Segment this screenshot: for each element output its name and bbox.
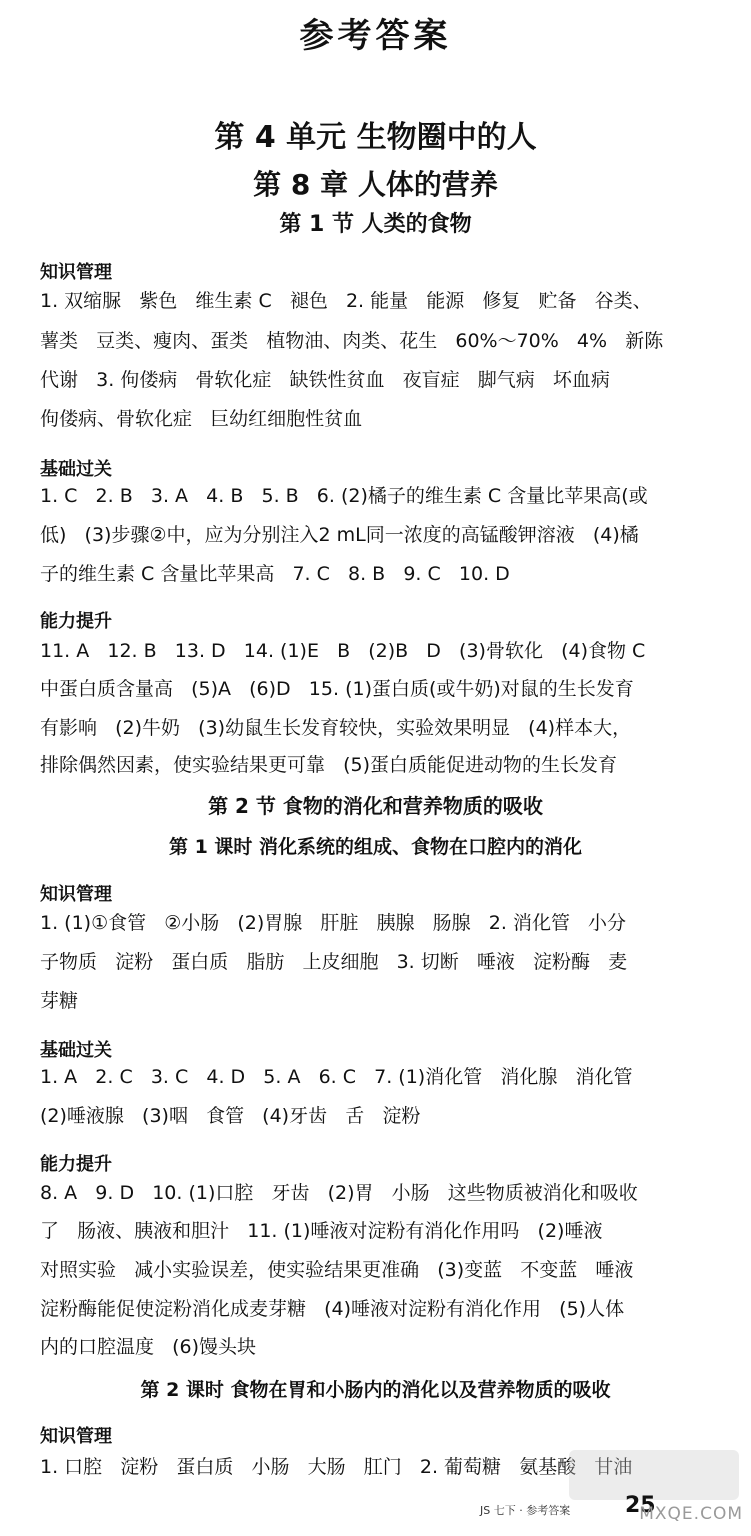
answer-line: 子物质 淀粉 蛋白质 脂肪 上皮细胞 3. 切断 唾液 淀粉酶 麦 — [40, 951, 628, 973]
ability-label: 能力提升 — [40, 1154, 112, 1175]
answer-line: (2)唾液腺 (3)咽 食管 (4)牙齿 舌 淀粉 — [40, 1105, 421, 1127]
chapter-heading: 第 8 章 人体的营养 — [253, 168, 498, 201]
answer-line: 中蛋白质含量高 (5)A (6)D 15. (1)蛋白质(或牛奶)对鼠的生长发育 — [40, 678, 634, 700]
answer-line: 排除偶然因素，使实验结果更可靠 (5)蛋白质能促进动物的生长发育 — [40, 754, 618, 776]
answer-line: 11. A 12. B 13. D 14. (1)E B (2)B D (3)骨软化 (4)食物 C — [40, 640, 646, 662]
answer-line: 了 肠液、胰液和胆汁 11. (1)唾液对淀粉有消化作用吗 (2)唾液 — [40, 1220, 603, 1242]
section-heading: 第 2 节 食物的消化和营养物质的吸收 — [208, 794, 543, 818]
page-footer: JS 七下 · 参考答案 — [480, 1504, 571, 1517]
answer-line: 低) (3)步骤②中，应为分别注入2 mL同一浓度的高锰酸钾溶液 (4)橘 — [40, 524, 639, 546]
knowledge-label: 知识管理 — [40, 884, 112, 905]
ability-label: 能力提升 — [40, 611, 112, 632]
answer-line: 子的维生素 C 含量比苹果高 7. C 8. B 9. C 10. D — [40, 563, 510, 585]
answer-line: 1. 口腔 淀粉 蛋白质 小肠 大肠 肛门 2. 葡萄糖 氨基酸 甘油 — [40, 1456, 633, 1478]
answer-line: 1. A 2. C 3. C 4. D 5. A 6. C 7. (1)消化管 消化腺 消化管 — [40, 1066, 633, 1088]
answer-line: 有影响 (2)牛奶 (3)幼鼠生长发育较快，实验效果明显 (4)样本大， — [40, 717, 632, 739]
answer-line: 1. (1)①食管 ②小肠 (2)胃腺 肝脏 胰腺 肠腺 2. 消化管 小分 — [40, 912, 627, 934]
answer-line: 佝偻病、骨软化症 巨幼红细胞性贫血 — [40, 408, 363, 430]
basic-label: 基础过关 — [40, 1040, 112, 1061]
answer-line: 1. 双缩脲 紫色 维生素 C 褪色 2. 能量 能源 修复 贮备 谷类、 — [40, 290, 652, 312]
knowledge-label: 知识管理 — [40, 262, 112, 283]
lesson-heading: 第 1 课时 消化系统的组成、食物在口腔内的消化 — [168, 836, 583, 858]
answer-line: 芽糖 — [40, 990, 79, 1012]
section-heading: 第 1 节 人类的食物 — [279, 212, 472, 237]
knowledge-label: 知识管理 — [40, 1426, 112, 1447]
answer-line: 对照实验 减小实验误差，使实验结果更准确 (3)变蓝 不变蓝 唾液 — [40, 1259, 634, 1281]
page-title: 参考答案 — [299, 16, 452, 56]
page-number: 25 — [625, 1493, 656, 1518]
answer-line: 8. A 9. D 10. (1)口腔 牙齿 (2)胃 小肠 这些物质被消化和吸收 — [40, 1182, 638, 1204]
answer-line: 薯类 豆类、瘦肉、蛋类 植物油、肉类、花生 60%～70% 4% 新陈 — [40, 330, 664, 352]
lesson-heading: 第 2 课时 食物在胃和小肠内的消化以及营养物质的吸收 — [140, 1379, 611, 1401]
answer-line: 1. C 2. B 3. A 4. B 5. B 6. (2)橘子的维生素 C 含量比苹果高(或 — [40, 485, 648, 507]
unit-heading: 第 4 单元 生物圈中的人 — [214, 120, 537, 155]
answer-line: 内的口腔温度 (6)馒头块 — [40, 1336, 257, 1358]
answer-line: 淀粉酶能促使淀粉消化成麦芽糖 (4)唾液对淀粉有消化作用 (5)人体 — [40, 1298, 625, 1320]
watermark-text: MXQE.COM — [639, 1504, 743, 1524]
answer-line: 代谢 3. 佝偻病 骨软化症 缺铁性贫血 夜盲症 脚气病 坏血病 — [40, 369, 610, 391]
basic-label: 基础过关 — [40, 459, 112, 480]
